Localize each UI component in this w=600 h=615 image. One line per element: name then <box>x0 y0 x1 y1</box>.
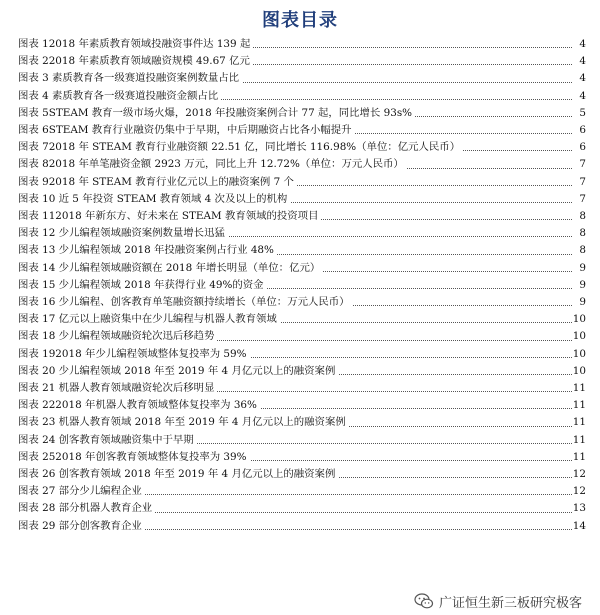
toc-entry-label[interactable]: 图表 6STEAM 教育行业融资仍集中于早期，中后期融资占比各小幅提升 <box>18 122 355 139</box>
toc-page-number: 9 <box>572 294 586 311</box>
toc-row[interactable] <box>18 88 586 105</box>
toc-page-number: 7 <box>572 191 586 208</box>
toc-page-number: 14 <box>572 518 586 535</box>
toc-row[interactable] <box>18 122 586 139</box>
toc-row[interactable] <box>18 346 586 363</box>
toc-page-number: 10 <box>572 363 586 380</box>
toc-row[interactable] <box>18 483 586 500</box>
toc-row[interactable] <box>18 53 586 70</box>
wechat-icon <box>414 592 434 610</box>
toc-row[interactable] <box>18 414 586 431</box>
toc-page-number: 12 <box>572 466 586 483</box>
toc-row[interactable] <box>18 260 586 277</box>
toc-row[interactable] <box>18 105 586 122</box>
toc-row[interactable] <box>18 70 586 87</box>
toc-page-number: 11 <box>572 449 586 466</box>
toc-page-number: 6 <box>572 139 586 156</box>
toc-entry-label[interactable]: 图表 92018 年 STEAM 教育行业亿元以上的融资案例 7 个 <box>18 174 297 191</box>
toc-entry-label[interactable]: 图表 18 少儿编程领域融资轮次迅后移趋势 <box>18 328 217 345</box>
toc-row[interactable] <box>18 311 586 328</box>
toc-page-number: 11 <box>572 380 586 397</box>
toc-entry-label[interactable]: 图表 21 机器人教育领域融资轮次后移明显 <box>18 380 217 397</box>
toc-page-number: 12 <box>572 483 586 500</box>
toc-entry-label[interactable]: 图表 26 创客教育领域 2018 年至 2019 年 4 月亿元以上的融资案例 <box>18 466 338 483</box>
toc-entry-label[interactable]: 图表 5STEAM 教育一级市场火爆，2018 年投融资案例合计 77 起，同比增长 93s% <box>18 105 415 122</box>
toc-entry-label[interactable]: 图表 222018 年机器人教育领域整体复投率为 36% <box>18 397 260 414</box>
toc-page-number: 4 <box>572 70 586 87</box>
toc-entry-label[interactable]: 图表 15 少儿编程领域 2018 年获得行业 49%的资金 <box>18 277 267 294</box>
toc-row[interactable] <box>18 380 586 397</box>
toc-row[interactable] <box>18 139 586 156</box>
toc-entry-label[interactable]: 图表 17 亿元以上融资集中在少儿编程与机器人教育领域 <box>18 311 280 328</box>
toc-page-number: 10 <box>572 311 586 328</box>
watermark-text: 广证恒生新三板研究极客 <box>438 595 582 611</box>
toc-row[interactable] <box>18 208 586 225</box>
toc-entry-label[interactable]: 图表 3 素质教育各一级赛道投融资案例数量占比 <box>18 70 242 87</box>
toc-page-number: 11 <box>572 432 586 449</box>
toc-row[interactable] <box>18 294 586 311</box>
toc-entry-label[interactable]: 图表 12 少儿编程领域融资案例数量增长迅猛 <box>18 225 228 242</box>
toc-entry-label[interactable]: 图表 16 少儿编程、创客教育单笔融资额持续增长（单位：万元人民币） <box>18 294 353 311</box>
toc-row[interactable] <box>18 518 586 535</box>
toc-row[interactable] <box>18 277 586 294</box>
toc-entry-label[interactable]: 图表 20 少儿编程领域 2018 年至 2019 年 4 月亿元以上的融资案例 <box>18 363 338 380</box>
toc-row[interactable] <box>18 397 586 414</box>
toc-page-number: 13 <box>572 500 586 517</box>
toc-page-number: 4 <box>572 53 586 70</box>
toc-page-number: 8 <box>572 242 586 259</box>
toc-row[interactable] <box>18 174 586 191</box>
toc-row[interactable] <box>18 225 586 242</box>
toc-page-number: 7 <box>572 174 586 191</box>
toc-entry-label[interactable]: 图表 112018 年新东方、好未来在 STEAM 教育领域的投资项目 <box>18 208 321 225</box>
toc-page-number: 5 <box>572 105 586 122</box>
toc-page-number: 10 <box>572 328 586 345</box>
toc-page-number: 7 <box>572 156 586 173</box>
toc-entry-label[interactable]: 图表 14 少儿编程领域融资额在 2018 年增长明显（单位：亿元） <box>18 260 323 277</box>
toc-row[interactable] <box>18 500 586 517</box>
toc-page-number: 6 <box>572 122 586 139</box>
toc-page-number: 4 <box>572 36 586 53</box>
toc-page-number: 11 <box>572 397 586 414</box>
toc-entry-label[interactable]: 图表 23 机器人教育领域 2018 年至 2019 年 4 月亿元以上的融资案例 <box>18 414 349 431</box>
toc-row[interactable] <box>18 328 586 345</box>
toc-row[interactable] <box>18 449 586 466</box>
toc-row[interactable] <box>18 466 586 483</box>
toc-row[interactable] <box>18 36 586 53</box>
toc-entry-label[interactable]: 图表 24 创客教育领域融资集中于早期 <box>18 432 197 449</box>
watermark <box>414 591 582 611</box>
toc-page-number: 8 <box>572 225 586 242</box>
toc-entry-label[interactable]: 图表 82018 年单笔融资金额 2923 万元，同比上升 12.72%（单位：万元人民币） <box>18 156 407 173</box>
toc-entry-label[interactable]: 图表 252018 年创客教育领域整体复投率为 39% <box>18 449 250 466</box>
toc-entry-label[interactable]: 图表 10 近 5 年投资 STEAM 教育领域 4 次及以上的机构 <box>18 191 290 208</box>
toc-page-number: 4 <box>572 88 586 105</box>
toc-row[interactable] <box>18 432 586 449</box>
toc-page-number: 10 <box>572 346 586 363</box>
toc-row[interactable] <box>18 363 586 380</box>
toc-page-number: 9 <box>572 277 586 294</box>
page-title: 图表目录 <box>262 10 338 31</box>
toc-row[interactable] <box>18 242 586 259</box>
toc-page-number: 9 <box>572 260 586 277</box>
toc-entry-label[interactable]: 图表 28 部分机器人教育企业 <box>18 500 155 517</box>
toc-entry-label[interactable]: 图表 72018 年 STEAM 教育行业融资额 22.51 亿，同比增长 116.98%（单位：亿元人民币） <box>18 139 463 156</box>
toc-row[interactable] <box>18 156 586 173</box>
toc-entry-label[interactable]: 图表 29 部分创客教育企业 <box>18 518 145 535</box>
toc-entry-label[interactable]: 图表 22018 年素质教育领域融资规模 49.67 亿元 <box>18 53 253 70</box>
toc-page-number: 11 <box>572 414 586 431</box>
toc-entry-label[interactable]: 图表 13 少儿编程领域 2018 年投融资案例占行业 48% <box>18 242 277 259</box>
toc-page-number: 8 <box>572 208 586 225</box>
toc-row[interactable] <box>18 191 586 208</box>
toc-entry-label[interactable]: 图表 4 素质教育各一级赛道投融资金额占比 <box>18 88 221 105</box>
toc-entry-label[interactable]: 图表 27 部分少儿编程企业 <box>18 483 145 500</box>
toc-entry-label[interactable]: 图表 192018 年少儿编程领域整体复投率为 59% <box>18 346 250 363</box>
toc-entry-label[interactable]: 图表 12018 年素质教育领域投融资事件达 139 起 <box>18 36 253 53</box>
